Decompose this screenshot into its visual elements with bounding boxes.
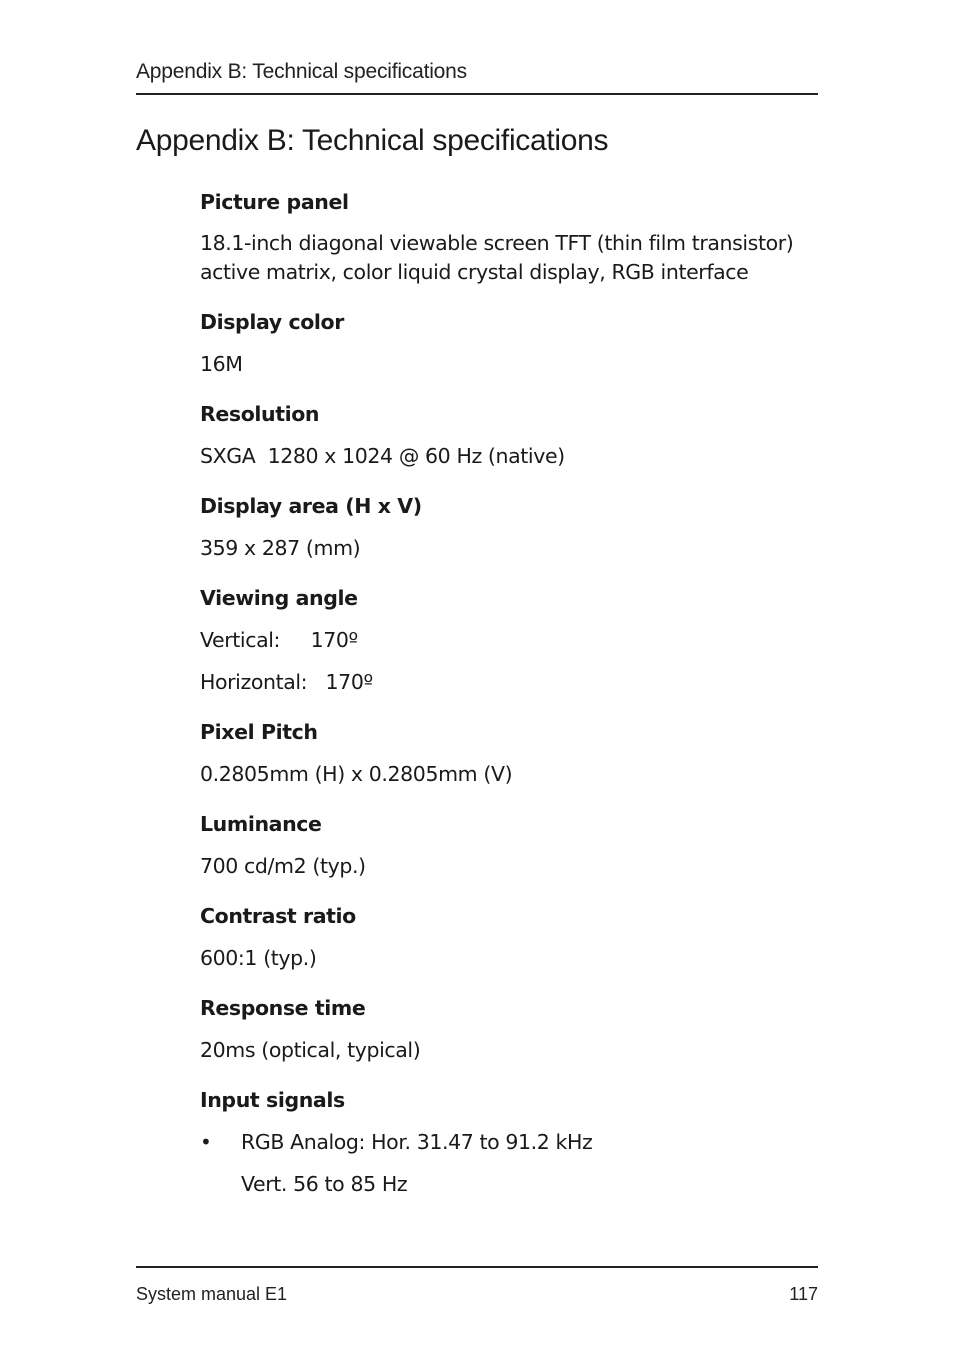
spec-value-viewing-angle-horizontal: Horizontal: 170º — [200, 670, 373, 694]
spec-value-contrast-ratio: 600:1 (typ.) — [200, 946, 317, 970]
running-head: Appendix B: Technical specifications — [136, 60, 467, 83]
spec-value-input-signals-hor: RGB Analog: Hor. 31.47 to 91.2 kHz — [241, 1130, 593, 1154]
spec-value-luminance: 700 cd/m2 (typ.) — [200, 854, 366, 878]
spec-label-viewing-angle: Viewing angle — [200, 586, 358, 610]
spec-value-pixel-pitch: 0.2805mm (H) x 0.2805mm (V) — [200, 762, 513, 786]
spec-label-response-time: Response time — [200, 996, 366, 1020]
page-title: Appendix B: Technical specifications — [136, 124, 609, 157]
spec-label-resolution: Resolution — [200, 402, 320, 426]
spec-value-resolution: SXGA 1280 x 1024 @ 60 Hz (native) — [200, 444, 565, 468]
header-rule — [136, 93, 818, 95]
spec-label-contrast-ratio: Contrast ratio — [200, 904, 356, 928]
spec-label-display-color: Display color — [200, 310, 344, 334]
footer-page-number: 117 — [789, 1284, 818, 1304]
spec-value-response-time: 20ms (optical, typical) — [200, 1038, 421, 1062]
footer-manual-name: System manual E1 — [136, 1284, 288, 1304]
spec-label-picture-panel: Picture panel — [200, 190, 349, 214]
footer-rule — [136, 1266, 818, 1268]
spec-value-display-area: 359 x 287 (mm) — [200, 536, 361, 560]
spec-value-display-color: 16M — [200, 352, 243, 376]
bullet-marker: • — [200, 1130, 212, 1154]
spec-label-luminance: Luminance — [200, 812, 322, 836]
spec-label-pixel-pitch: Pixel Pitch — [200, 720, 318, 744]
spec-label-input-signals: Input signals — [200, 1088, 345, 1112]
spec-value-input-signals-vert: Vert. 56 to 85 Hz — [241, 1172, 408, 1196]
spec-value-picture-panel-line2: active matrix, color liquid crystal display, RGB interface — [200, 260, 749, 284]
spec-value-picture-panel-line1: 18.1-inch diagonal viewable screen TFT (thin film transistor) — [200, 231, 794, 255]
spec-label-display-area: Display area (H x V) — [200, 494, 422, 518]
spec-value-viewing-angle-vertical: Vertical: 170º — [200, 628, 358, 652]
